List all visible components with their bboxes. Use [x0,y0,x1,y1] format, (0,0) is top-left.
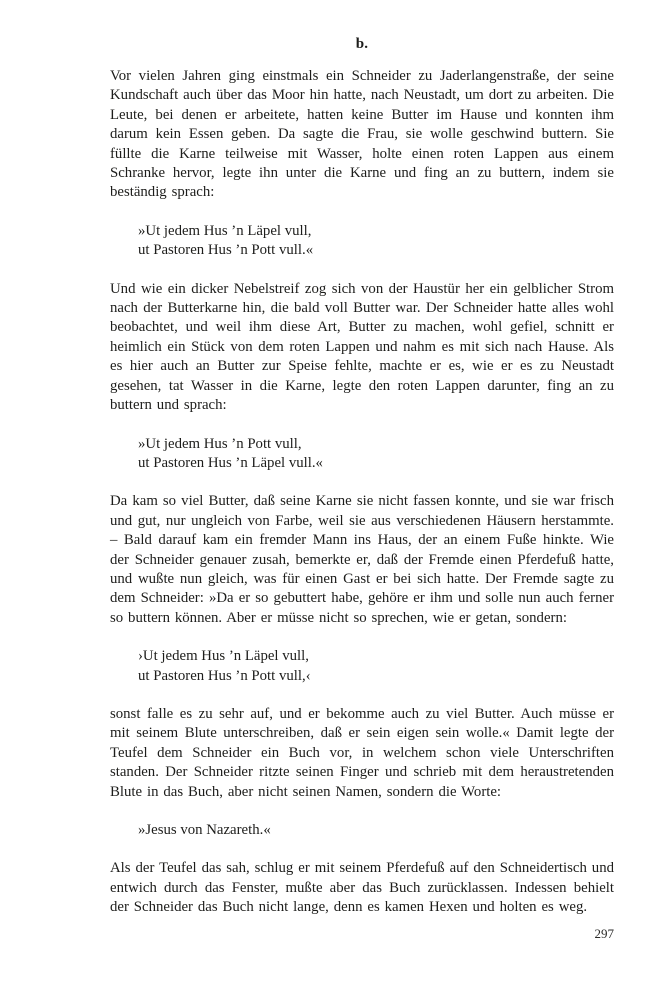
paragraph-2: Und wie ein dicker Nebelstreif zog sich von der Haustür her ein gelblicher Strom nach der Butterkarne hin, die bald voll Butter war. Der Schneider hatte alles wohl beobachtet, und weil ihm diese Art, Butter zu machen, wohl gefiel, schnitt er heimlich ein Stück von dem roten Lappen und nahm es mit sich nach Hause. Als es hier auch an Butter zur Speise fehlte, machte er es, wie er es zu Neustadt gesehen, tat Wasser in die Karne, legte den roten Lappen darunter, fing an zu buttern und sprach: [110,280,614,414]
paragraph-4: sonst falle es zu sehr auf, und er bekomme auch zu viel Butter. Auch müsse er mit seinem Blute unterschreiben, daß er sein eigen sein wolle.« Damit legte der Teufel dem Schneider ein Buch vor, in welchem schon viele Unterschriften standen. Der Schneider ritzte seinen Finger und schrieb mit dem heraustretenden Blute in das Buch, aber nicht seinen Namen, sondern die Worte: [110,705,614,800]
inscription-quote [110,821,614,840]
page-number: 297 [594,926,614,941]
verse-quote-1 [110,222,614,261]
verse-quote-3 [110,647,614,686]
paragraph-1: Vor vielen Jahren ging einstmals ein Schneider zu Jaderlangenstraße, der seine Kundschaft auch über das Moor hin hatte, nach Neustadt, um dort zu arbeiten. Die Leute, bei denen er arbeitete, hatten keine Butter im Hause und konnten ihm darum kein Essen geben. Da sagte die Frau, sie wolle geschwind buttern. Sie füllte die Karne teilweise mit Wasser, holte einen roten Lappen aus einem Schranke hervor, legte ihn unter die Karne und fing an zu buttern, indem sie beständig sprach: [110,68,614,201]
section-heading: b. [355,36,369,52]
verse-line: ut Pastoren Hus ’n Pott vull.« [138,242,314,259]
verse-line: ut Pastoren Hus ’n Läpel vull.« [138,454,323,471]
verse-quote-2 [110,435,614,474]
book-page [110,36,614,937]
paragraph-5: Als der Teufel das sah, schlug er mit seinem Pferdefuß auf den Schneidertisch und entwich durch das Fenster, mußte aber das Buch zurücklassen. Indessen behielt der Schneider das Buch nicht lange, denn es kamen Hexen und holten es weg. [110,860,614,916]
paragraph-3: Da kam so viel Butter, daß seine Karne sie nicht fassen konnte, und sie war frisch und gut, nur ungleich von Farbe, weil sie aus verschiedenen Häusern herstammte. – Bald darauf kam ein fremder Mann ins Haus, der an einem Fuße hinkte. Wie der Schneider genauer zusah, bemerkte er, daß der Fremde einen Pferdefuß hatte, und wußte nun gleich, was für einen Gast er bei sich hatte. Der Fremde sagte zu dem Schneider: »Da er so gebuttert habe, gehöre er ihm und solle nun auch ferner so buttern können. Aber er müsse nicht so sprechen, wie er getan, sondern: [110,493,614,626]
verse-line: ›Ut jedem Hus ’n Läpel vull, [138,648,309,665]
verse-line: »Jesus von Nazareth.« [138,822,271,838]
verse-line: »Ut jedem Hus ’n Läpel vull, [138,222,312,239]
verse-line: ut Pastoren Hus ’n Pott vull,‹ [138,667,311,684]
verse-line: »Ut jedem Hus ’n Pott vull, [138,435,302,452]
